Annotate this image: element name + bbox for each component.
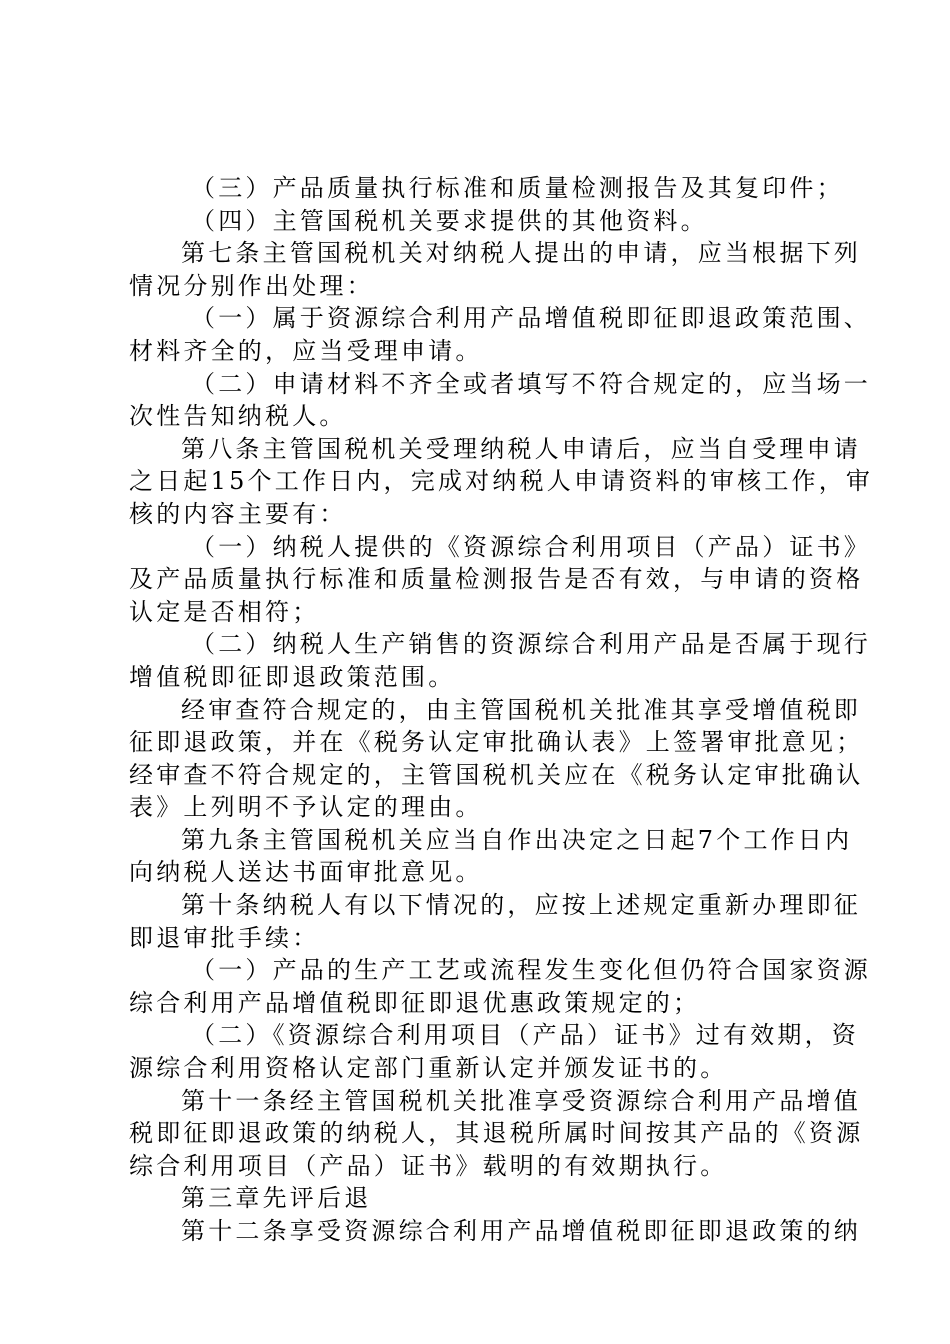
paragraph [129,1085,864,1183]
text-line: （一）产品的生产工艺或流程发生变化但仍符合国家资源 [191,956,871,985]
text-line: 增值税即征即退政策范围。 [129,662,456,691]
text-line: 向纳税人送达书面审批意见。 [129,858,483,887]
text-line: 情况分别作出处理： [129,271,374,300]
text-line: 第七条主管国税机关对纳税人提出的申请，应当根据下列 [181,239,861,268]
paragraph [129,433,874,531]
text-line: 税即征即退政策的纳税人，其退税所属时间按其产品的《资源 [129,1119,864,1148]
text-line: 认定是否相符； [129,597,320,626]
paragraph [129,531,871,629]
text-line: 及产品质量执行标准和质量检测报告是否有效，与申请的资格 [129,565,864,594]
paragraph [129,368,871,433]
paragraph [129,1215,861,1248]
text-line: （三）产品质量执行标准和质量检测报告及其复印件； [191,174,844,202]
text-line: 即退审批手续： [129,923,320,952]
text-line: （二）纳税人生产销售的资源综合利用产品是否属于现行 [191,630,871,659]
paragraph [129,172,844,205]
text-line: 第九条主管国税机关应当自作出决定之日起7个工作日内 [181,825,853,854]
paragraph [129,889,861,954]
text-line: （四）主管国税机关要求提供的其他资料。 [191,206,708,235]
text-line: 第八条主管国税机关受理纳税人申请后，应当自受理申请 [181,434,861,463]
paragraph [129,302,871,367]
text-line: 第十一条经主管国税机关批准享受资源综合利用产品增值 [181,1086,861,1115]
text-line: 征即退政策，并在《税务认定审批确认表》上签署审批意见； [129,728,864,757]
paragraph [129,824,853,889]
paragraph [129,628,871,693]
paragraph [129,237,861,302]
text-line: 第三章先评后退 [181,1184,372,1213]
text-line: 综合利用产品增值税即征即退优惠政策规定的； [129,988,701,1017]
text-line: 次性告知纳税人。 [129,402,347,431]
text-line: 之日起15个工作日内，完成对纳税人申请资料的审核工作，审 [129,467,874,496]
text-line: 第十二条享受资源综合利用产品增值税即征即退政策的纳 [181,1217,861,1245]
paragraph [129,694,864,824]
text-line: 表》上列明不予认定的理由。 [129,793,483,822]
text-line: 核的内容主要有： [129,499,347,528]
paragraph [129,205,829,238]
text-line: 经审查不符合规定的，主管国税机关应在《税务认定审批确认 [129,760,864,789]
text-line: （一）属于资源综合利用产品增值税即征即退政策范围、 [191,304,871,333]
text-line: （二）《资源综合利用项目（产品）证书》过有效期，资 [191,1021,859,1050]
paragraph [129,954,871,1019]
text-line: （二）申请材料不齐全或者填写不符合规定的，应当场一 [191,369,871,398]
text-line: 材料齐全的，应当受理申请。 [129,336,483,365]
text-line: 第十条纳税人有以下情况的，应按上述规定重新办理即征 [181,891,861,920]
text-line: 经审查符合规定的，由主管国税机关批准其享受增值税即 [181,695,861,724]
text-line: 综合利用项目（产品）证书》载明的有效期执行。 [129,1151,728,1180]
text-line: （一）纳税人提供的《资源综合利用项目（产品）证书》 [191,532,871,561]
paragraph [129,1182,829,1215]
text-line: 源综合利用资格认定部门重新认定并颁发证书的。 [129,1054,728,1083]
document-body [129,172,874,1248]
paragraph [129,1019,859,1084]
